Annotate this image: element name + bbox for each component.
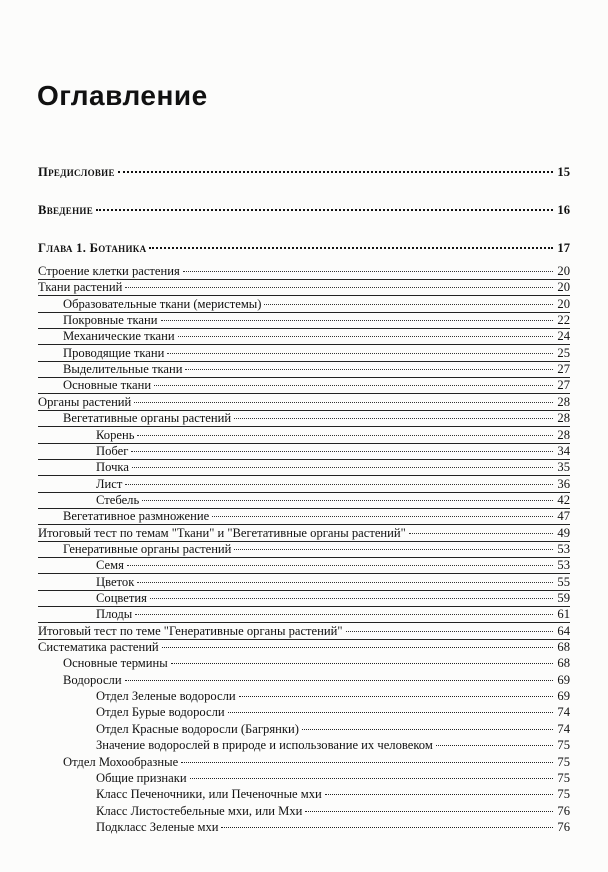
toc-entry-label: Образовательные ткани (меристемы) xyxy=(63,296,262,311)
dot-leader xyxy=(132,467,553,468)
toc-entry-label: Выделительные ткани xyxy=(63,362,183,377)
toc-entry-label: Общие признаки xyxy=(96,770,187,785)
toc-entry-page: 64 xyxy=(557,623,570,638)
dot-leader xyxy=(228,712,553,713)
toc-entry xyxy=(38,202,570,218)
toc-entry-page: 75 xyxy=(557,787,570,802)
toc-entry xyxy=(38,541,570,558)
toc-entry-page: 34 xyxy=(557,443,570,458)
toc-entry-label: Ткани растений xyxy=(38,280,123,295)
toc-entry-label: Соцветия xyxy=(96,591,147,605)
dot-leader xyxy=(134,402,553,403)
dot-leader xyxy=(181,762,553,763)
dot-leader xyxy=(171,663,553,664)
dot-leader xyxy=(131,451,553,452)
dot-leader xyxy=(125,287,553,288)
toc-entry xyxy=(38,427,570,444)
dot-leader xyxy=(167,353,553,354)
toc-entry xyxy=(38,770,570,786)
toc-entry-label: Цветок xyxy=(96,574,135,589)
toc-entry xyxy=(38,574,570,591)
table-of-contents xyxy=(38,0,570,872)
toc-entry xyxy=(38,557,570,574)
toc-entry-label: Класс Печеночники, или Печеночные мхи xyxy=(96,787,322,802)
toc-entry-page: 17 xyxy=(557,241,570,255)
toc-entry-label: Механические ткани xyxy=(63,329,175,344)
toc-entry-label: Отдел Бурые водоросли xyxy=(96,705,225,720)
toc-entry-page: 42 xyxy=(557,492,570,507)
toc-entry-page: 15 xyxy=(557,165,570,179)
toc-entry-page: 20 xyxy=(557,296,570,311)
toc-entry-page: 35 xyxy=(557,460,570,475)
toc-entry xyxy=(38,704,570,720)
toc-entry xyxy=(38,508,570,525)
dot-leader xyxy=(96,209,553,211)
dot-leader xyxy=(212,516,553,517)
dot-leader xyxy=(264,304,553,305)
toc-entry-label: Значение водорослей в природе и использование их человеком xyxy=(96,738,433,753)
toc-entry-page: 75 xyxy=(557,738,570,753)
toc-entry-label: Отдел Мохообразные xyxy=(63,754,179,769)
dot-leader xyxy=(346,631,553,632)
dot-leader xyxy=(234,418,553,419)
toc-entry-label: Итоговый тест по теме "Генеративные органы растений" xyxy=(38,623,343,638)
toc-entry-page: 53 xyxy=(557,558,570,573)
toc-entry xyxy=(38,754,570,770)
dot-leader xyxy=(185,369,553,370)
toc-entry-page: 69 xyxy=(557,672,570,687)
toc-entry xyxy=(38,786,570,802)
toc-entry-page: 25 xyxy=(557,345,570,360)
toc-entry-page: 61 xyxy=(557,607,570,622)
dot-leader xyxy=(149,247,553,249)
toc-entry-label: Глава 1. Ботаника xyxy=(38,241,147,255)
toc-entry-page: 22 xyxy=(557,313,570,328)
toc-entry-page: 55 xyxy=(557,574,570,589)
toc-entry-label: Проводящие ткани xyxy=(63,345,165,360)
toc-entry-label: Корень xyxy=(96,427,135,442)
toc-entry-page: 68 xyxy=(557,640,570,655)
toc-entry-page: 28 xyxy=(557,394,570,409)
dot-leader xyxy=(239,696,553,697)
dot-leader xyxy=(325,794,553,795)
toc-entry xyxy=(38,672,570,688)
toc-entry xyxy=(38,296,570,313)
toc-entry-label: Семя xyxy=(96,558,124,573)
toc-entry xyxy=(38,655,570,671)
toc-entry-label: Введение xyxy=(38,203,94,217)
dot-leader xyxy=(190,778,553,779)
toc-entry-page: 76 xyxy=(557,819,570,834)
toc-entry-page: 59 xyxy=(557,591,570,605)
toc-entry-label: Основные термины xyxy=(63,656,168,671)
toc-entry xyxy=(38,606,570,623)
dot-leader xyxy=(127,565,553,566)
toc-entry-label: Вегетативные органы растений xyxy=(63,411,232,426)
toc-entry-page: 74 xyxy=(557,705,570,720)
toc-entry-page: 27 xyxy=(557,378,570,393)
dot-leader xyxy=(436,745,553,746)
toc-entry-label: Генеративные органы растений xyxy=(63,541,232,556)
toc-entry-label: Подкласс Зеленые мхи xyxy=(96,819,219,834)
dot-leader xyxy=(183,271,553,272)
toc-entry-label: Органы растений xyxy=(38,394,132,409)
toc-entry-page: 28 xyxy=(557,427,570,442)
toc-entry xyxy=(38,394,570,411)
toc-entry xyxy=(38,410,570,427)
dot-leader xyxy=(221,827,553,828)
toc-entry-label: Плоды xyxy=(96,607,133,622)
toc-entry-label: Вегетативное размножение xyxy=(63,509,210,524)
dot-leader xyxy=(137,582,553,583)
dot-leader xyxy=(178,336,553,337)
toc-entry-page: 74 xyxy=(557,721,570,736)
toc-entry-label: Почка xyxy=(96,460,129,475)
toc-entry-label: Побег xyxy=(96,443,129,458)
toc-entry xyxy=(38,525,570,542)
dot-leader xyxy=(302,729,553,730)
toc-entry-label: Систематика растений xyxy=(38,640,159,655)
dot-leader xyxy=(154,385,553,386)
toc-entry xyxy=(38,279,570,296)
toc-entry-label: Стебель xyxy=(96,492,140,507)
toc-entry xyxy=(38,345,570,362)
toc-entry xyxy=(38,803,570,819)
toc-entry-label: Предисловие xyxy=(38,165,115,179)
toc-entry-page: 47 xyxy=(557,509,570,524)
toc-entry-page: 75 xyxy=(557,770,570,785)
toc-entry xyxy=(38,623,570,640)
toc-entry xyxy=(38,819,570,835)
toc-entry xyxy=(38,639,570,655)
toc-entry-page: 76 xyxy=(557,803,570,818)
toc-entry xyxy=(38,312,570,329)
dot-leader xyxy=(150,598,553,599)
toc-entry xyxy=(38,590,570,607)
dot-leader xyxy=(125,680,553,681)
toc-entry-label: Покровные ткани xyxy=(63,313,158,328)
toc-entry xyxy=(38,737,570,753)
toc-entry xyxy=(38,443,570,460)
toc-entry-label: Отдел Красные водоросли (Багрянки) xyxy=(96,721,299,736)
toc-entry-page: 28 xyxy=(557,411,570,426)
page-title: Оглавление xyxy=(37,80,208,111)
toc-entry xyxy=(38,721,570,737)
toc-entry xyxy=(38,476,570,493)
dot-leader xyxy=(125,484,553,485)
dot-leader xyxy=(161,320,554,321)
toc-entry-page: 27 xyxy=(557,362,570,377)
toc-entry xyxy=(38,240,570,256)
toc-entry-page: 75 xyxy=(557,754,570,769)
dot-leader xyxy=(118,171,553,173)
dot-leader xyxy=(137,435,553,436)
toc-entry xyxy=(38,328,570,345)
dot-leader xyxy=(234,549,553,550)
toc-entry-label: Итоговый тест по темам "Ткани" и "Вегетативные органы растений" xyxy=(38,525,406,540)
toc-entry-page: 53 xyxy=(557,541,570,556)
dot-leader xyxy=(162,647,553,648)
toc-entry-label: Лист xyxy=(96,476,123,491)
toc-entry-page: 68 xyxy=(557,656,570,671)
toc-entry xyxy=(38,688,570,704)
toc-entry-page: 49 xyxy=(557,525,570,540)
toc-entry xyxy=(38,263,570,280)
toc-entry xyxy=(38,492,570,509)
dot-leader xyxy=(142,500,553,501)
toc-entry xyxy=(38,459,570,476)
dot-leader xyxy=(305,811,553,812)
toc-entry-label: Основные ткани xyxy=(63,378,152,393)
toc-entry-label: Водоросли xyxy=(63,672,122,687)
dot-leader xyxy=(409,533,553,534)
toc-entry-page: 69 xyxy=(557,689,570,704)
toc-entry-page: 16 xyxy=(557,203,570,217)
toc-entry-page: 36 xyxy=(557,476,570,491)
toc-entry xyxy=(38,377,570,394)
toc-entry-label: Отдел Зеленые водоросли xyxy=(96,689,236,704)
toc-entry-page: 24 xyxy=(557,329,570,344)
toc-entry xyxy=(38,361,570,378)
toc-entry xyxy=(38,164,570,180)
dot-leader xyxy=(135,614,553,615)
toc-entry-page: 20 xyxy=(557,264,570,278)
toc-entry-label: Класс Листостебельные мхи, или Мхи xyxy=(96,803,303,818)
toc-entry-page: 20 xyxy=(557,280,570,295)
toc-entry-label: Строение клетки растения xyxy=(38,264,180,278)
